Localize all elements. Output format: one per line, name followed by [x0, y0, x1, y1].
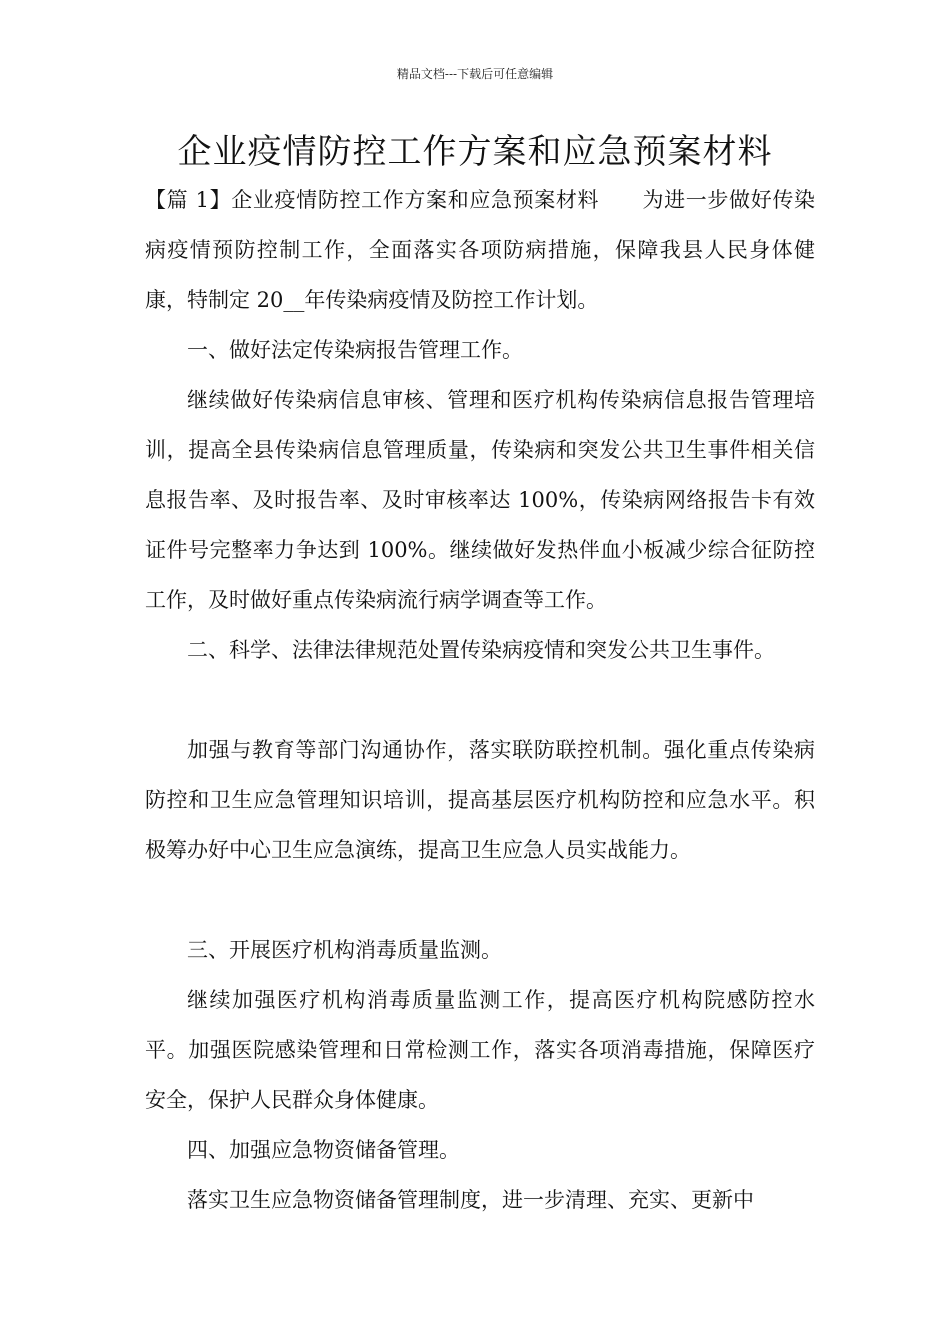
paragraph-section-2: 加强与教育等部门沟通协作，落实联防联控机制。强化重点传染病防控和卫生应急管理知识培训，提高基层医疗机构防控和应急水平。积极筹办好中心卫生应急演练，提高卫生应急人员实战能力。 — [145, 738, 815, 862]
section-heading-2: 二、科学、法律法律规范处置传染病疫情和突发公共卫生事件。 — [187, 638, 775, 662]
paragraph-section-3: 继续加强医疗机构消毒质量监测工作，提高医疗机构院感防控水平。加强医院感染管理和日常检测工作，落实各项消毒措施，保障医疗安全，保护人民群众身体健康。 — [145, 988, 815, 1112]
section-heading-1: 一、做好法定传染病报告管理工作。 — [187, 338, 523, 362]
header-note: 精品文档---下载后可任意编辑 — [396, 67, 554, 81]
document-title: 企业疫情防控工作方案和应急预案材料 — [177, 132, 773, 172]
paragraph-section-1: 继续做好传染病信息审核、管理和医疗机构传染病信息报告管理培训，提高全县传染病信息管理质量，传染病和突发公共卫生事件相关信息报告率、及时报告率、及时审核率达 100%，传染病网络报告卡有效证件号完整率力争达到 100%。继续做好发热伴血小板减少综合征防控工作，及时做好重点传染病流行病学调查等工作。 — [145, 388, 815, 612]
paragraph-gap — [145, 875, 815, 925]
paragraph-section-4: 落实卫生应急物资储备管理制度，进一步清理、充实、更新中 — [187, 1188, 754, 1212]
paragraph-intro: 【篇 1】企业疫情防控工作方案和应急预案材料 为进一步做好传染病疫情预防控制工作，全面落实各项防病措施，保障我县人民身体健康，特制定 20__年传染病疫情及防控工作计划。 — [145, 188, 815, 312]
paragraph-gap — [145, 675, 815, 725]
document-body — [145, 175, 815, 1225]
section-heading-4: 四、加强应急物资储备管理。 — [187, 1138, 460, 1162]
section-heading-3: 三、开展医疗机构消毒质量监测。 — [187, 938, 502, 962]
